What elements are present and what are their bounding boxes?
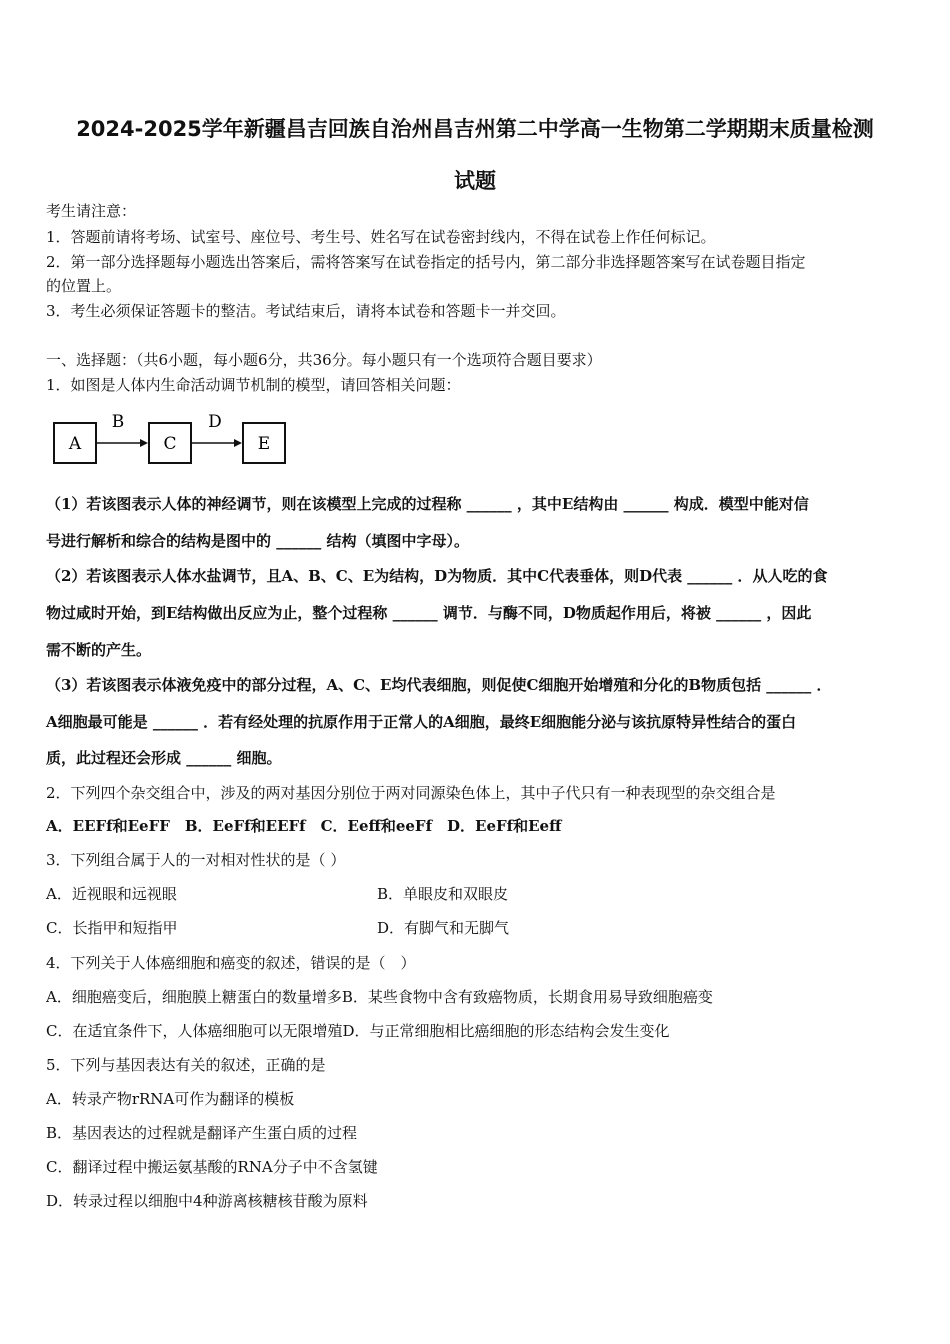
diagram-arrowhead-d	[234, 439, 242, 447]
notice-item: 2．第一部分选择题每小题选出答案后，需将答案写在试卷指定的括号内，第二部分非选择题答案写在试卷题目指定	[46, 253, 806, 271]
question-5-option-b: B．基因表达的过程就是翻译产生蛋白质的过程	[46, 1124, 358, 1142]
question-2-stem: 2．下列四个杂交组合中，涉及的两对基因分别位于两对同源染色体上，其中子代只有一种表现型的杂交组合是	[46, 784, 776, 802]
regulation-model-diagram	[52, 405, 292, 467]
diagram-box-e-label: E	[257, 434, 271, 454]
question-1-part: （2）若该图表示人体水盐调节，且A、B、C、E为结构，D为物质．其中C代表垂体，则D代表 ______ ．从人吃的食	[46, 567, 828, 585]
question-4-stem: 4．下列关于人体癌细胞和癌变的叙述，错误的是（ ）	[46, 954, 416, 972]
section-heading: 一、选择题：（共6小题，每小题6分，共36分。每小题只有一个选项符合题目要求）	[46, 351, 602, 369]
question-3-option-a: A．近视眼和远视眼	[46, 885, 177, 903]
page-title: 2024-2025学年新疆昌吉回族自治州昌吉州第二中学高一生物第二学期期末质量检测	[76, 117, 874, 141]
diagram-arrow-d-label: D	[208, 412, 222, 432]
diagram-arrow-b-label: B	[111, 412, 125, 432]
question-1-part: （3）若该图表示体液免疫中的部分过程，A、C、E均代表细胞，则促使C细胞开始增殖和分化的B物质包括 ______ ．	[46, 676, 832, 694]
question-5-stem: 5．下列与基因表达有关的叙述，正确的是	[46, 1056, 326, 1074]
page-title-line2: 试题	[454, 169, 496, 193]
question-1-part: 需不断的产生。	[46, 641, 152, 659]
question-2-options: A．EEFf和EeFF B．EeFf和EEFf C．Eeff和eeFf D．EeFf和Eeff	[46, 817, 562, 835]
question-4-options-row: A．细胞癌变后，细胞膜上糖蛋白的数量增多B．某些食物中含有致癌物质，长期食用易导致细胞癌变	[46, 988, 713, 1006]
notice-item: 的位置上。	[46, 277, 122, 295]
question-3-option-d: D．有脚气和无脚气	[377, 919, 510, 937]
question-1-part: （1）若该图表示人体的神经调节，则在该模型上完成的过程称 ______ ，其中E结构由 ______ 构成．模型中能对信	[46, 495, 809, 513]
diagram-arrowhead-b	[140, 439, 148, 447]
diagram-box-c-label: C	[163, 434, 177, 454]
notice-heading: 考生请注意：	[46, 202, 137, 220]
question-3-option-b: B．单眼皮和双眼皮	[377, 885, 509, 903]
question-3-option-c: C．长指甲和短指甲	[46, 919, 178, 937]
question-1-part: 号进行解析和综合的结构是图中的 ______ 结构（填图中字母）。	[46, 532, 469, 550]
question-1-stem: 1．如图是人体内生命活动调节机制的模型，请回答相关问题：	[46, 376, 461, 394]
diagram-box-a-label: A	[68, 434, 82, 454]
question-1-part: 物过咸时开始，到E结构做出反应为止，整个过程称 ______ 调节．与酶不同，D物质起作用后，将被 ______ ，因此	[46, 604, 812, 622]
question-5-option-a: A．转录产物rRNA可作为翻译的模板	[46, 1090, 295, 1108]
question-5-option-d: D．转录过程以细胞中4种游离核糖核苷酸为原料	[46, 1192, 368, 1210]
notice-item: 1．答题前请将考场、试室号、座位号、考生号、姓名写在试卷密封线内，不得在试卷上作任何标记。	[46, 228, 716, 246]
question-1-part: A细胞最可能是 ______ ．若有经处理的抗原作用于正常人的A细胞，最终E细胞能分泌与该抗原特异性结合的蛋白	[46, 713, 797, 731]
question-1-part: 质，此过程还会形成 ______ 细胞。	[46, 749, 282, 767]
notice-item: 3．考生必须保证答题卡的整洁。考试结束后，请将本试卷和答题卡一并交回。	[46, 302, 566, 320]
question-4-options-row: C．在适宜条件下，人体癌细胞可以无限增殖D．与正常细胞相比癌细胞的形态结构会发生变化	[46, 1022, 670, 1040]
question-5-option-c: C．翻译过程中搬运氨基酸的RNA分子中不含氢键	[46, 1158, 378, 1176]
question-3-stem: 3．下列组合属于人的一对相对性状的是（ ）	[46, 851, 346, 869]
